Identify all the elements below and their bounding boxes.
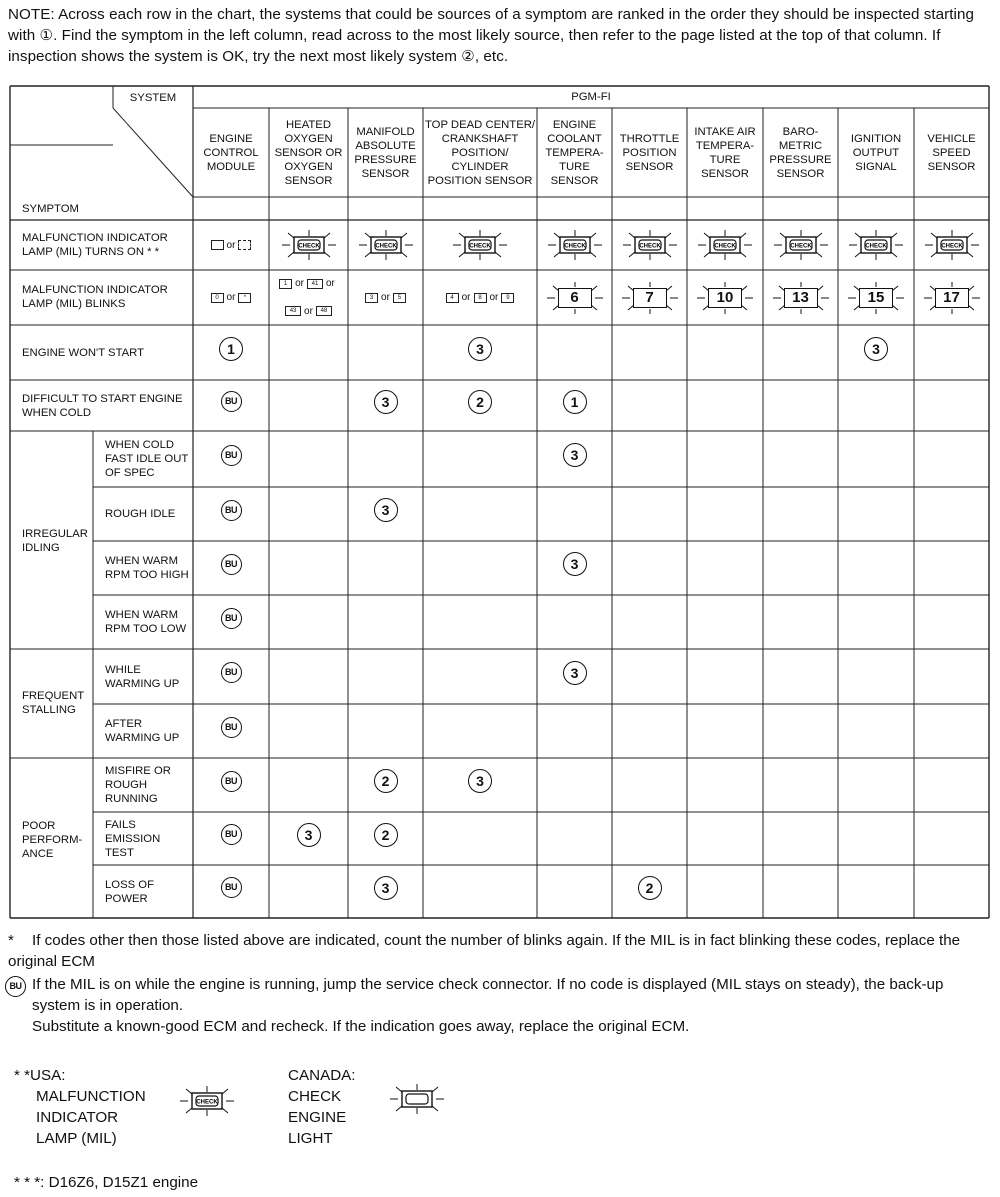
mil-on-lamp-4 (423, 220, 537, 270)
rank-3-icon: 3 (374, 876, 398, 900)
mini-code-box: 9 (501, 293, 514, 303)
rank-cell (348, 754, 423, 808)
group-header-pgm-fi: PGM-FI (571, 91, 611, 103)
legend-canada-line-3: LIGHT (288, 1130, 333, 1147)
blink-code-13 (771, 281, 831, 315)
check-engine-lamp-icon (921, 228, 983, 262)
footnote-star (8, 930, 993, 972)
legend-usa-lamp (176, 1084, 238, 1123)
mini-code-box: 8 (474, 293, 487, 303)
mil-on-lamp-2 (269, 220, 348, 270)
mil-blink-cell-5 (537, 270, 612, 325)
mini-code-box: * (238, 293, 251, 303)
mil-blink-cell-8 (763, 270, 838, 325)
check-engine-lamp-icon (845, 228, 907, 262)
rank-3-icon: 3 (563, 443, 587, 467)
star-marker: * (8, 932, 14, 949)
mil-on-lamp-3 (348, 220, 423, 270)
rank-3-icon: 3 (374, 390, 398, 414)
rank-cell (348, 483, 423, 537)
row-label-3: WHEN COLD FAST IDLE OUT OF SPEC (105, 439, 189, 479)
system-label: SYSTEM (129, 92, 177, 104)
rank-cell (537, 537, 612, 591)
column-header-10: VEHICLE SPEED SENSOR (927, 133, 976, 173)
bu-icon: BU (221, 391, 242, 412)
rank-cell (423, 754, 537, 808)
bu-icon: BU (221, 771, 242, 792)
column-header-1: ENGINE CONTROL MODULE (203, 133, 259, 173)
bu-icon: BU (221, 717, 242, 738)
check-engine-lamp-icon (278, 228, 340, 262)
rank-3-icon: 3 (563, 552, 587, 576)
group-label-irregular-idling: IRREGULAR IDLING (22, 528, 88, 554)
rank-cell (537, 645, 612, 700)
column-header-5: ENGINE COOLANT TEMPERA- TURE SENSOR (545, 119, 604, 187)
rank-cell (193, 427, 269, 483)
rank-cell (348, 376, 423, 427)
rank-3-icon: 3 (864, 337, 888, 361)
rank-cell (348, 861, 423, 914)
footnote-bu (8, 974, 993, 1037)
row-label-5: WHEN WARM RPM TOO HIGH (105, 555, 189, 581)
rank-3-icon: 3 (374, 498, 398, 522)
column-header-3: MANIFOLD ABSOLUTE PRESSURE SENSOR (354, 126, 417, 180)
header-diagonal (113, 108, 193, 197)
mini-code-box: 48 (316, 306, 332, 316)
svg-text:CHECK: CHECK (374, 243, 397, 250)
legend-usa-line-2: INDICATOR (36, 1109, 119, 1126)
blink-code-17 (922, 281, 982, 315)
footnote-star-text: If codes other then those listed above are indicated, count the number of blinks again. If the MIL is in fact blinking these codes, replace the original ECM (8, 932, 961, 970)
blink-code-box: 15 (859, 288, 893, 308)
or-text: or (226, 239, 236, 251)
legend-usa (14, 1065, 146, 1149)
column-header-7: INTAKE AIR TEMPERA- TURE SENSOR (694, 126, 756, 180)
or-text: or (304, 305, 313, 317)
row-label-1: ENGINE WON'T START (22, 346, 145, 359)
rank-cell (348, 808, 423, 861)
blink-code-box: 17 (935, 288, 969, 308)
row-label-9: MISFIRE OR ROUGH RUNNING (105, 765, 171, 805)
check-engine-lamp-icon (355, 228, 417, 262)
rank-cell (193, 808, 269, 861)
bu-icon: BU (221, 662, 242, 683)
rank-2-icon: 2 (374, 769, 398, 793)
note-paragraph: NOTE: Across each row in the chart, the systems that could be sources of a symptom are ranked in the order they should be inspected starting with ①. Find the symptom in the left column, read across to the most likely source, then refer to the page listed at the top of that column. If inspection shows the system is OK, try the next most likely system ②, etc. (8, 6, 974, 65)
mini-code-box: 1 (279, 279, 292, 289)
bu-icon: BU (221, 554, 242, 575)
rank-3-icon: 3 (563, 661, 587, 685)
svg-text:CHECK: CHECK (196, 1099, 218, 1106)
bu-icon: BU (221, 824, 242, 845)
check-engine-lamp-icon (544, 228, 606, 262)
blink-code-box: 10 (708, 288, 742, 308)
mil-blink-cell-2 (269, 270, 348, 325)
mil-on-lamp-8 (763, 220, 838, 270)
blink-code-10 (695, 281, 755, 315)
symptom-label: SYMPTOM (22, 203, 79, 215)
rank-cell (537, 427, 612, 483)
column-header-4: TOP DEAD CENTER/ CRANKSHAFT POSITION/ CYLINDER POSITION SENSOR (424, 119, 536, 187)
row-label-mil-blinks: MALFUNCTION INDICATOR LAMP (MIL) BLINKS (22, 284, 168, 310)
mil-on-lamp-9 (838, 220, 914, 270)
row-label-10: FAILS EMISSION TEST (105, 818, 161, 859)
rank-2-icon: 2 (374, 823, 398, 847)
row-label-4: ROUGH IDLE (105, 508, 176, 520)
mini-code-box: 43 (285, 306, 301, 316)
column-header-6: THROTTLE POSITION SENSOR (619, 133, 680, 173)
row-label-8: AFTER WARMING UP (105, 718, 180, 744)
rank-cell (193, 321, 269, 376)
svg-text:CHECK: CHECK (469, 243, 491, 250)
column-header-2: HEATED OXYGEN SENSOR OR OXYGEN SENSOR (274, 119, 343, 187)
or-text: or (295, 278, 304, 290)
mil-blink-cell-1 (193, 270, 269, 325)
mini-code-box: 0 (211, 293, 224, 303)
column-header-8: BARO- METRIC PRESSURE SENSOR (769, 126, 832, 180)
bu-icon: BU (5, 976, 26, 997)
mil-on-lamp-6 (612, 220, 687, 270)
legend-canada (288, 1065, 356, 1149)
mil-on-ecm (193, 220, 269, 270)
mini-code-box: 41 (307, 279, 323, 289)
row-label-7: WHILE WARMING UP (105, 663, 180, 690)
rank-cell (612, 861, 687, 914)
rank-1-icon: 1 (219, 337, 243, 361)
rank-3-icon: 3 (297, 823, 321, 847)
blink-code-6 (545, 281, 605, 315)
legend-canada-line-1: CHECK (288, 1088, 342, 1105)
rank-3-icon: 3 (468, 769, 492, 793)
bu-icon: BU (221, 445, 242, 466)
footnote-bu-line1: If the MIL is on while the engine is running, jump the service check connector. If no code is displayed (MIL stays on steady), the back-up system is in operation. (32, 976, 944, 1014)
engine-lamp-icon (386, 1082, 448, 1116)
svg-text:CHECK: CHECK (940, 243, 963, 250)
check-engine-lamp-icon (176, 1084, 238, 1118)
mil-blink-cell-3 (348, 270, 423, 325)
row-label-2: DIFFICULT TO START ENGINE WHEN COLD (22, 392, 183, 419)
or-text: or (226, 292, 236, 303)
legend-canada-label: CANADA: (288, 1067, 356, 1084)
or-text: or (381, 292, 390, 303)
legend-usa-line-3: LAMP (MIL) (36, 1130, 117, 1147)
rank-1-icon: 1 (563, 390, 587, 414)
rank-cell (193, 376, 269, 427)
bu-icon: BU (221, 608, 242, 629)
mil-blink-cell-6 (612, 270, 687, 325)
column-header-9: IGNITION OUTPUT SIGNAL (850, 133, 902, 173)
mil-blink-cell-10 (914, 270, 989, 325)
mil-on-lamp-5 (537, 220, 612, 270)
rank-cell (537, 376, 612, 427)
rank-cell (423, 321, 537, 376)
rank-cell (193, 700, 269, 754)
or-text: or (461, 292, 471, 303)
svg-text:CHECK: CHECK (865, 243, 887, 250)
group-label-frequent-stalling: FREQUENT STALLING (22, 690, 84, 716)
check-engine-lamp-icon (694, 228, 756, 262)
legend-usa-label: * *USA: (14, 1067, 66, 1084)
rank-cell (193, 483, 269, 537)
rank-cell (193, 861, 269, 914)
rank-2-icon: 2 (638, 876, 662, 900)
blink-code-15 (846, 281, 906, 315)
mil-blink-cell-9 (838, 270, 914, 325)
rank-cell (269, 808, 348, 861)
row-label-6: WHEN WARM RPM TOO LOW (105, 609, 187, 635)
mini-code-box: 5 (393, 293, 406, 303)
ecm-lamp-dim-icon (238, 240, 251, 250)
blink-code-box: 13 (784, 288, 818, 308)
engine-note: * * *: D16Z6, D15Z1 engine (14, 1174, 199, 1191)
mini-code-box: 3 (365, 293, 378, 303)
blink-code-box: 6 (558, 288, 592, 308)
svg-text:CHECK: CHECK (789, 243, 812, 250)
rank-cell (838, 321, 914, 376)
rank-cell (193, 754, 269, 808)
or-text: or (489, 292, 499, 303)
rank-cell (193, 591, 269, 645)
bu-icon: BU (221, 877, 242, 898)
svg-text:CHECK: CHECK (563, 243, 586, 250)
check-engine-lamp-icon (449, 228, 511, 262)
legend-canada-line-2: ENGINE (288, 1109, 347, 1126)
svg-text:CHECK: CHECK (714, 243, 736, 250)
mil-blink-cell-7 (687, 270, 763, 325)
mil-on-lamp-7 (687, 220, 763, 270)
rank-cell (193, 537, 269, 591)
group-label-poor-performance: POOR PERFORM- ANCE (22, 820, 83, 860)
bu-icon: BU (221, 500, 242, 521)
legend-usa-line-1: MALFUNCTION (36, 1088, 146, 1105)
footnote-bu-line2: Substitute a known-good ECM and recheck. If the indication goes away, replace the original ECM. (32, 1018, 690, 1035)
rank-2-icon: 2 (468, 390, 492, 414)
svg-text:CHECK: CHECK (638, 243, 661, 250)
rank-cell (423, 376, 537, 427)
check-engine-lamp-icon (770, 228, 832, 262)
row-label-mil-on: MALFUNCTION INDICATOR LAMP (MIL) TURNS ON * * (22, 232, 168, 258)
row-label-11: LOSS OF POWER (105, 878, 154, 905)
legend-canada-lamp (386, 1082, 448, 1121)
svg-text:CHECK: CHECK (297, 243, 320, 250)
rank-3-icon: 3 (468, 337, 492, 361)
check-engine-lamp-icon (619, 228, 681, 262)
ecm-lamp-off-icon (211, 240, 224, 250)
mil-on-lamp-10 (914, 220, 989, 270)
mil-blink-cell-4 (423, 270, 537, 325)
blink-code-box: 7 (633, 288, 667, 308)
or-text: or (326, 278, 335, 290)
mini-code-box: 4 (446, 293, 459, 303)
rank-cell (193, 645, 269, 700)
blink-code-7 (620, 281, 680, 315)
